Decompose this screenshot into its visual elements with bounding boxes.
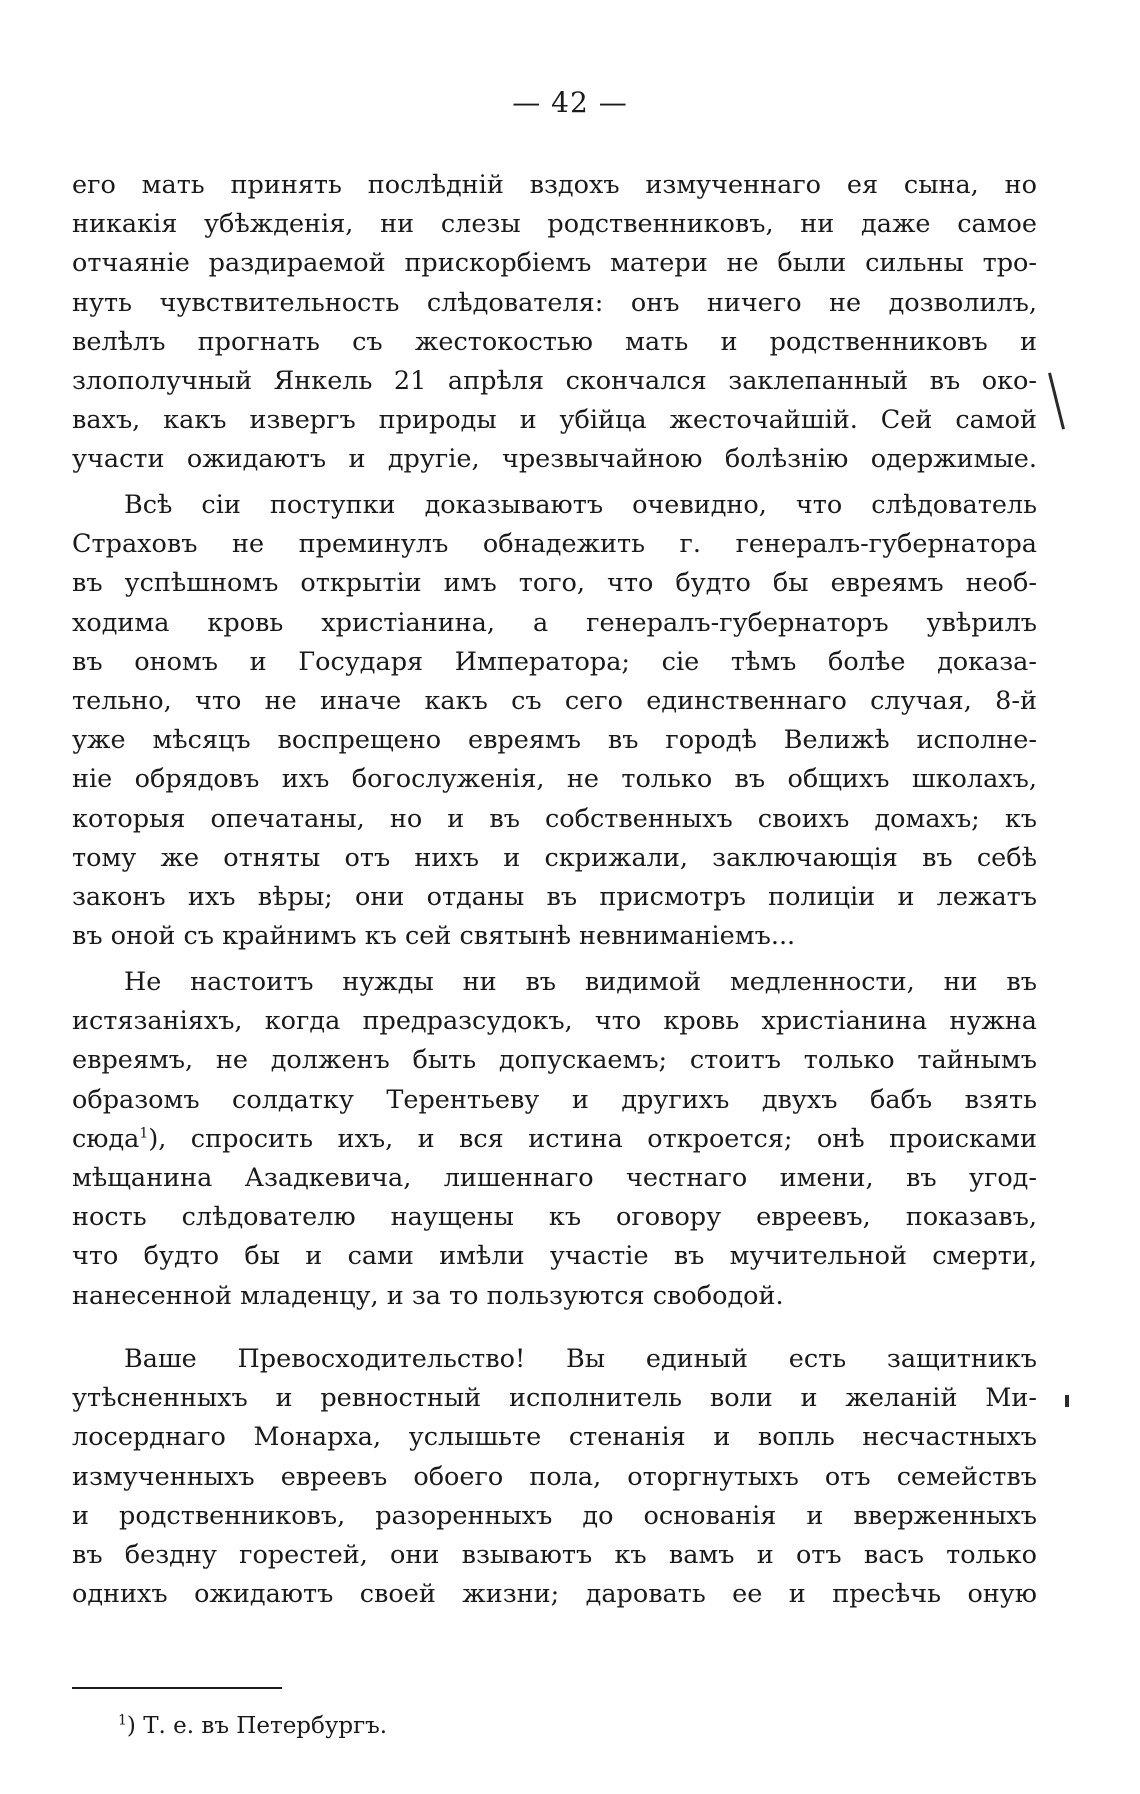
text-line: и родственниковъ, разоренныхъ до основанія и вверженныхъ bbox=[72, 1500, 1037, 1531]
text-line: Всѣ сіи поступки доказываютъ очевидно, что слѣдователь bbox=[124, 490, 1037, 520]
text-line: мѣщанина Азадкевича, лишеннаго честнаго имени, въ угод- bbox=[72, 1162, 1037, 1193]
footnote-text: ) Т. е. въ Петербургъ. bbox=[126, 1713, 388, 1739]
text-line: отчаяніе раздираемой прискорбіемъ матери не были сильны тро- bbox=[72, 248, 1037, 279]
footnote-divider bbox=[72, 1687, 282, 1689]
text-line: въ бездну горестей, они взываютъ къ вамъ и отъ васъ только bbox=[72, 1539, 1037, 1570]
text-line: вахъ, какъ извергъ природы и убійца жесточайшій. Сей самой bbox=[72, 405, 1037, 436]
text-line: Ваше Превосходительство! Вы единый есть защитникъ bbox=[124, 1344, 1037, 1374]
text-line: законъ ихъ вѣры; они отданы въ присмотръ полиціи и лежатъ bbox=[72, 881, 1037, 912]
text-line: велѣлъ прогнать съ жестокостью мать и родственниковъ и bbox=[72, 326, 1037, 357]
text-line: образомъ солдатку Терентьеву и другихъ двухъ бабъ взять bbox=[72, 1084, 1037, 1115]
text-line: тому же отняты отъ нихъ и скрижали, заключающія въ себѣ bbox=[72, 842, 1037, 873]
text-line: нанесенной младенцу, и за то пользуются свободой. bbox=[72, 1280, 784, 1311]
text-line: утѣсненныхъ и ревностный исполнитель воли и желаній Ми- bbox=[72, 1383, 1037, 1414]
text-line: нуть чувствительность слѣдователя: онъ ничего не дозволилъ, bbox=[72, 287, 1037, 318]
text-line: ность слѣдователю наущены къ оговору евреевъ, показавъ, bbox=[72, 1202, 1037, 1233]
text-line-with-footnote bbox=[72, 1120, 1037, 1159]
text-line: евреямъ, не долженъ быть допускаемъ; стоитъ только тайнымъ bbox=[72, 1045, 1037, 1076]
text-line: участи ожидаютъ и другіе, чрезвычайною болѣзнію одержимые. bbox=[72, 444, 1037, 475]
text-line: его мать принять послѣдній вздохъ измученнаго ея сына, но bbox=[72, 170, 1037, 200]
text-line: въ успѣшномъ открытіи имъ того, что будто бы евреямъ необ- bbox=[72, 568, 1037, 599]
text-fragment: сюда bbox=[72, 1123, 140, 1154]
paragraph-3 bbox=[72, 963, 1037, 1316]
text-line: однихъ ожидаютъ своей жизни; даровать ее и пресѣчь оную bbox=[72, 1579, 1037, 1610]
text-line: въ ономъ и Государя Императора; сіе тѣмъ болѣе доказа- bbox=[72, 646, 1037, 677]
footnote bbox=[118, 1713, 387, 1739]
text-line: ніе обрядовъ ихъ богослуженія, не только въ общихъ школахъ, bbox=[72, 764, 1037, 795]
text-line: что будто бы и сами имѣли участіе въ мучительной смерти, bbox=[72, 1241, 1037, 1272]
text-line: уже мѣсяцъ воспрещено евреямъ въ городѣ Велижѣ исполне- bbox=[72, 725, 1037, 756]
paragraph-2 bbox=[72, 486, 1037, 956]
text-line: Не настоитъ нужды ни въ видимой медленности, ни въ bbox=[124, 967, 1037, 997]
text-fragment: ), спросить ихъ, и вся истина откроется; онѣ происками bbox=[148, 1123, 1037, 1154]
text-line: измученныхъ евреевъ обоего пола, оторгнутыхъ отъ семействъ bbox=[72, 1461, 1037, 1492]
text-line: злополучный Янкель 21 апрѣля скончался заклепанный въ око- bbox=[72, 365, 1037, 396]
text-line: ходима кровь христіанина, а генералъ-губернаторъ увѣрилъ bbox=[72, 607, 1037, 638]
text-line: Страховъ не преминулъ обнадежить г. генералъ-губернатора bbox=[72, 529, 1037, 560]
text-line: лосерднаго Монарха, услышьте стенанія и вопль несчастныхъ bbox=[72, 1422, 1037, 1453]
footnote-marker: 1 bbox=[118, 1712, 127, 1729]
margin-pencil-mark bbox=[1048, 372, 1065, 429]
text-line: никакія убѣжденія, ни слезы родственниковъ, ни даже самое bbox=[72, 209, 1037, 240]
paragraph-1 bbox=[72, 166, 1037, 480]
footnote-reference: 1 bbox=[139, 1125, 149, 1142]
page-number: — 42 — bbox=[512, 86, 628, 119]
text-line: тельно, что не иначе какъ съ сего единственнаго случая, 8-й bbox=[72, 685, 1037, 716]
text-line: которыя опечатаны, но и въ собственныхъ своихъ домахъ; къ bbox=[72, 803, 1037, 834]
paragraph-4 bbox=[72, 1340, 1037, 1614]
text-line: истязаніяхъ, когда предразсудокъ, что кровь христіанина нужна bbox=[72, 1006, 1037, 1037]
text-line: въ оной съ крайнимъ къ сей святынѣ невниманіемъ... bbox=[72, 921, 796, 952]
margin-dot-mark bbox=[1065, 1395, 1069, 1407]
